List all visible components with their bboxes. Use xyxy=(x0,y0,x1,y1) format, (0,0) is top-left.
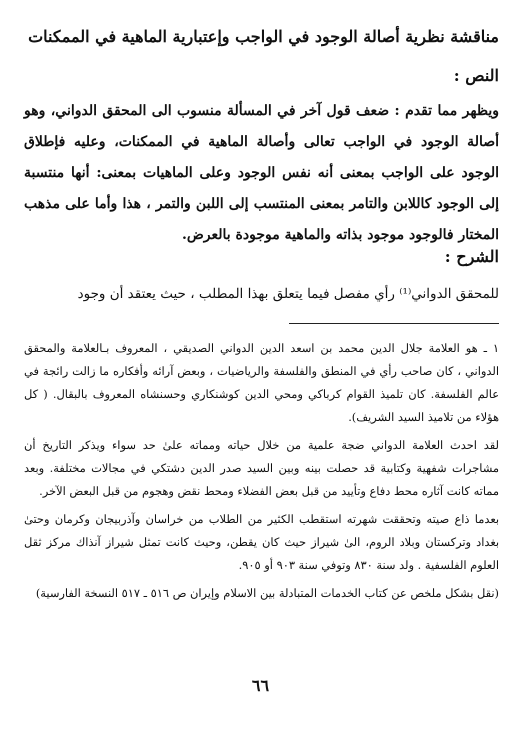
page-number: ٦٦ xyxy=(251,676,270,695)
sharh-paragraph: للمحقق الدواني⁽¹⁾ رأي مفصل فيما يتعلق بهذا المطلب ، حيث يعتقد أن وجود xyxy=(77,286,499,302)
footnotes xyxy=(24,337,499,610)
main-text xyxy=(24,96,499,251)
main-paragraph: ويظهر مما تقدم : ضعف قول آخر في المسألة منسوب الى المحقق الدواني، وهو أصالة الوجود في الواجب تعالى وأصالة الماهية في الممكنات، وعليه فإطلاق الوجود على الواجب بمعنى أنه نفس الوجود وعلى الماهيات بمعنى: أنها منتسبة إلى الوجود كاللابن والتامر بمعنى المنتسب إلى اللبن والتمر ، هذا وأما على مذهب المختار فالوجود موجود بذاته والماهية موجودة بالعرض. xyxy=(24,103,499,243)
footnote-paragraph: (نقل بشكل ملخص عن كتاب الخدمات المتبادلة بين الاسلام وإيران ص ٥١٦ ـ ٥١٧ النسخة الفارسية) xyxy=(35,586,499,600)
footnote-paragraph: بعدما ذاع صيته وتحققت شهرته استقطب الكثير من الطلاب من خراسان وآذربيجان وكرمان وحتىٰ بغداد وتركستان وبلاد الروم، الىٰ شيراز حيث كان يقطن، وحيث كانت تمثل شيراز آنذاك مركز ثقل العلوم الفلسفية . ولد سنة ٨٣٠ وتوفي سنة ٩٠٣ أو ٩٠٥. xyxy=(24,512,499,572)
footnote-separator xyxy=(289,323,499,324)
footnote-paragraph: ١ ـ هو العلامة جلال الدين محمد بن اسعد الدين الدواني الصديقي ، المعروف بـالعلامة والمحقق الدواني ، كان صاحب رأي في المنطق والفلسفة والرياضيات ، وبعض آرائه وأفكاره ما زالت رائجة في عالم الفلسفة. كان تلميذ القوام كرباكي ومحي الدين كوشنكاري وحسنشاه المعروف بالبقال. ( كل هؤلاء من تلاميذ السيد الشريف). xyxy=(24,341,499,424)
text-heading: النص : xyxy=(453,66,499,85)
sharh-heading: الشرح : xyxy=(444,247,499,266)
page-title: مناقشة نظرية أصالة الوجود في الواجب وإعتبارية الماهية في الممكنات xyxy=(28,27,499,46)
footnote-paragraph: لقد احدث العلامة الدواني ضجة علمية من خلال حياته ومماته علىٰ حد سواء ويذكر التاريخ أن مشاجرات شفهية وكتابية قد حصلت بينه وبين السيد صدر الدين دشتكي في مجالات مختلفة. وبعد مماته كانت آثاره محط دفاع وتأييد من قبل بعض الفضلاء ومحط نقض وهجوم من قبل البعض الآخر. xyxy=(24,438,499,498)
